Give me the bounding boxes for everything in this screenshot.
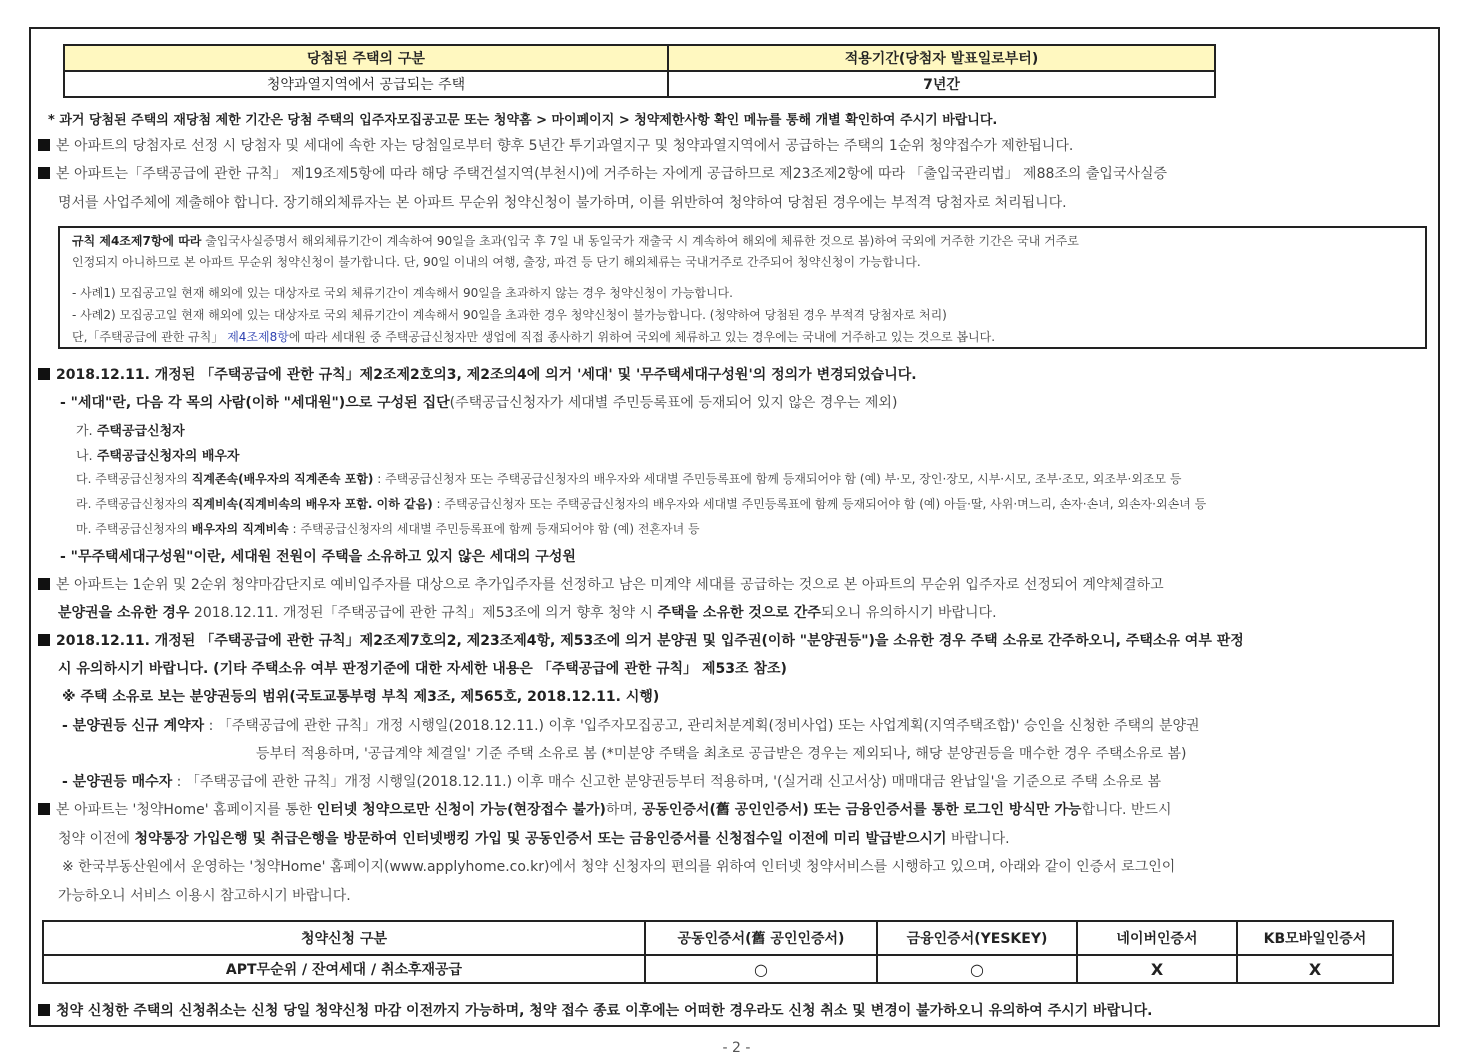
box-last-line: 단,「주택공급에 관한 규칙」 제4조제8항에 따라 세대원 중 주택공급신청자만 생업에 직접 종사하기 위하여 국외에 체류하고 있는 경우에는 국내에 거주하고 있는 것으로 봅니다. [72, 330, 996, 344]
paragraph-1: 본 아파트의 당첨자로 선정 시 당첨자 및 세대에 속한 자는 당첨일로부터 향후 5년간 투기과열지구 및 청약과열지역에서 공급하는 주택의 1순위 청약접수가 제한됩니다. [38, 135, 1073, 155]
paragraph-2-line-1: 본 아파트는「주택공급에 관한 규칙」 제19조제5항에 따라 해당 주택건설지역(부천시)에 거주하는 자에게 공급하므로 제23조제2항에 따라 「출입국관리법」 제88조의 출입국사실증 [38, 163, 1167, 183]
table-cell: 7년간 [668, 71, 1215, 97]
bullet-square-icon [38, 1004, 50, 1016]
box-line-1: 규칙 제4조제7항에 따라 출입국사실증명서 해외체류기간이 계속하여 90일을 초과(입국 후 7일 내 동일국가 재출국 시 계속하여 해외에 체류한 것으로 봄)하여 국외에 거주한 기간은 국내 거주로 [72, 234, 1079, 248]
bullet-square-icon [38, 368, 50, 380]
bullet-square-icon [38, 167, 50, 179]
bullet-square-icon [38, 803, 50, 815]
box-line-2: 인정되지 아니하므로 본 아파트 무순위 청약신청이 불가합니다. 단, 90일 이내의 여행, 출장, 파견 등 단기 해외체류는 국내거주로 간주되어 청약신청이 가능합니다. [72, 255, 921, 269]
applyhome-note-line-2: 가능하오니 서비스 이용시 참고하시기 바랍니다. [58, 888, 351, 904]
table-header: 당첨된 주택의 구분 [64, 45, 668, 71]
household-definition: - "세대"란, 다음 각 목의 사람(이하 "세대원")으로 구성된 집단(주택공급신청자가 세대별 주민등록표에 등재되어 있지 않은 경우는 제외) [60, 395, 898, 411]
table-header: 적용기간(당첨자 발표일로부터) [668, 45, 1215, 71]
table-header: 청약신청 구분 [43, 921, 645, 955]
paragraph-7: 청약 신청한 주택의 신청취소는 신청 당일 청약신청 마감 이전까지 가능하며, 청약 접수 종료 이후에는 어떠한 경우라도 신청 취소 및 변경이 불가하오니 유의하여 주시기 바랍니다. [38, 1000, 1152, 1020]
table-cell: 청약과열지역에서 공급되는 주택 [64, 71, 668, 97]
table-header: 금융인증서(YESKEY) [877, 921, 1077, 955]
paragraph-4-line-2: 분양권을 소유한 경우 2018.12.11. 개정된「주택공급에 관한 규칙」제53조에 의거 향후 청약 시 주택을 소유한 것으로 간주되오니 유의하시기 바랍니다. [58, 605, 997, 621]
paragraph-6-line-1: 본 아파트는 '청약Home' 홈페이지를 통한 인터넷 청약으로만 신청이 가능(현장접수 불가)하며, 공동인증서(舊 공인인증서) 또는 금융인증서를 통한 로그인 방식만 가능합니다. 반드시 [38, 799, 1171, 819]
table-cell: X [1237, 955, 1393, 983]
new-contractor-line-2: 등부터 적용하며, '공급계약 체결일' 기준 주택 소유로 봄 (*미분양 주택을 최초로 공급받은 경우는 제외되나, 해당 분양권등을 매수한 경우 주택소유로 봄) [256, 746, 1187, 762]
paragraph-4-line-1: 본 아파트는 1순위 및 2순위 청약마감단지로 예비입주자를 대상으로 추가입주자를 선정하고 남은 미계약 세대를 공급하는 것으로 본 아파트의 무순위 입주자로 선정되어 계약체결하고 [38, 574, 1164, 594]
bullet-square-icon [38, 578, 50, 590]
page-number: - 2 - [722, 1040, 751, 1056]
table-header: 공동인증서(舊 공인인증서) [645, 921, 877, 955]
bullet-square-icon [38, 139, 50, 151]
item-ma: 마. 주택공급신청자의 배우자의 직계비속 : 주택공급신청자의 세대별 주민등록표에 함께 등재되어야 함 (예) 전혼자녀 등 [76, 522, 700, 536]
new-contractor-line-1: - 분양권등 신규 계약자 : 「주택공급에 관한 규칙」개정 시행일(2018.12.11.) 이후 '입주자모집공고, 관리처분계획(정비사업) 또는 사업계획(지역주택조합)' 승인을 신청한 주택의 분양권 [62, 718, 1200, 734]
note-star: * 과거 당첨된 주택의 재당첨 제한 기간은 당첨 주택의 입주자모집공고문 또는 청약홈 > 마이페이지 > 청약제한사항 확인 메뉴를 통해 개별 확인하여 주시기 바랍니다. [48, 113, 998, 128]
item-ra: 라. 주택공급신청자의 직계비속(직계비속의 배우자 포함. 이하 같음) : 주택공급신청자 또는 주택공급신청자의 배우자와 세대별 주민등록표에 함께 등재되어야 함 (예) 아들·딸, 사위·며느리, 손자·손녀, 외손자·외손녀 등 [76, 497, 1207, 511]
item-na: 나. 주택공급신청자의 배우자 [76, 449, 240, 464]
box-case-2: - 사례2) 모집공고일 현재 해외에 있는 대상자로 국외 체류기간이 계속해서 90일을 초과한 경우 청약신청이 불가능합니다. (청약하여 당첨된 경우 부적격 당첨자로 처리) [72, 308, 947, 322]
scope-note: ※ 주택 소유로 보는 분양권등의 범위(국토교통부령 부칙 제3조, 제565호, 2018.12.11. 시행) [62, 689, 660, 705]
applyhome-note-line-1: ※ 한국부동산원에서 운영하는 '청약Home' 홈페이지(www.applyhome.co.kr)에서 청약 신청자의 편의를 위하여 인터넷 청약서비스를 시행하고 있으며, 아래와 같이 인증서 로그인이 [62, 859, 1176, 875]
bullet-square-icon [38, 634, 50, 646]
paragraph-6-line-2: 청약 이전에 청약통장 가입은행 및 취급은행을 방문하여 인터넷뱅킹 가입 및 공동인증서 또는 금융인증서를 신청접수일 이전에 미리 발급받으시기 바랍니다. [58, 831, 1010, 847]
item-da: 다. 주택공급신청자의 직계존속(배우자의 직계존속 포함) : 주택공급신청자 또는 주택공급신청자의 배우자와 세대별 주민등록표에 함께 등재되어야 함 (예) 부·모, 장인·장모, 시부·시모, 조부·조모, 외조부·외조모 등 [76, 472, 1182, 486]
box-case-1: - 사례1) 모집공고일 현재 해외에 있는 대상자로 국외 체류기간이 계속해서 90일을 초과하지 않는 경우 청약신청이 가능합니다. [72, 286, 733, 300]
no-house-definition: - "무주택세대구성원"이란, 세대원 전원이 주택을 소유하고 있지 않은 세대의 구성원 [60, 549, 576, 565]
table-header: 네이버인증서 [1077, 921, 1237, 955]
section-household-title: 2018.12.11. 개정된 「주택공급에 관한 규칙」제2조제2호의3, 제2조의4에 의거 '세대' 및 '무주택세대구성원'의 정의가 변경되었습니다. [38, 364, 917, 384]
winning-house-table [63, 44, 1216, 98]
table-cell: ○ [645, 955, 877, 983]
buyer-line: - 분양권등 매수자 : 「주택공급에 관한 규칙」개정 시행일(2018.12.11.) 이후 매수 신고한 분양권등부터 적용하며, '(실거래 신고서상) 매매대금 완납일'을 기준으로 주택 소유로 봄 [62, 774, 1161, 790]
item-ga: 가. 주택공급신청자 [76, 424, 185, 439]
table-header: KB모바일인증서 [1237, 921, 1393, 955]
paragraph-5-line-1: 2018.12.11. 개정된 「주택공급에 관한 규칙」제2조제7호의2, 제23조제4항, 제53조에 의거 분양권 및 입주권(이하 "분양권등")을 소유한 경우 주택 소유로 간주하오니, 주택소유 여부 판정 [38, 630, 1244, 650]
paragraph-2-line-2: 명서를 사업주체에 제출해야 합니다. 장기해외체류자는 본 아파트 무순위 청약신청이 불가하며, 이를 위반하여 청약하여 당첨된 경우에는 부적격 당첨자로 처리됩니다. [58, 195, 1067, 211]
table-cell: APT무순위 / 잔여세대 / 취소후재공급 [43, 955, 645, 983]
paragraph-5-line-2: 시 유의하시기 바랍니다. (기타 주택소유 여부 판정기준에 대한 자세한 내용은 「주택공급에 관한 규칙」 제53조 참조) [58, 661, 787, 677]
table-cell: X [1077, 955, 1237, 983]
certificate-table [42, 920, 1394, 984]
table-cell: ○ [877, 955, 1077, 983]
